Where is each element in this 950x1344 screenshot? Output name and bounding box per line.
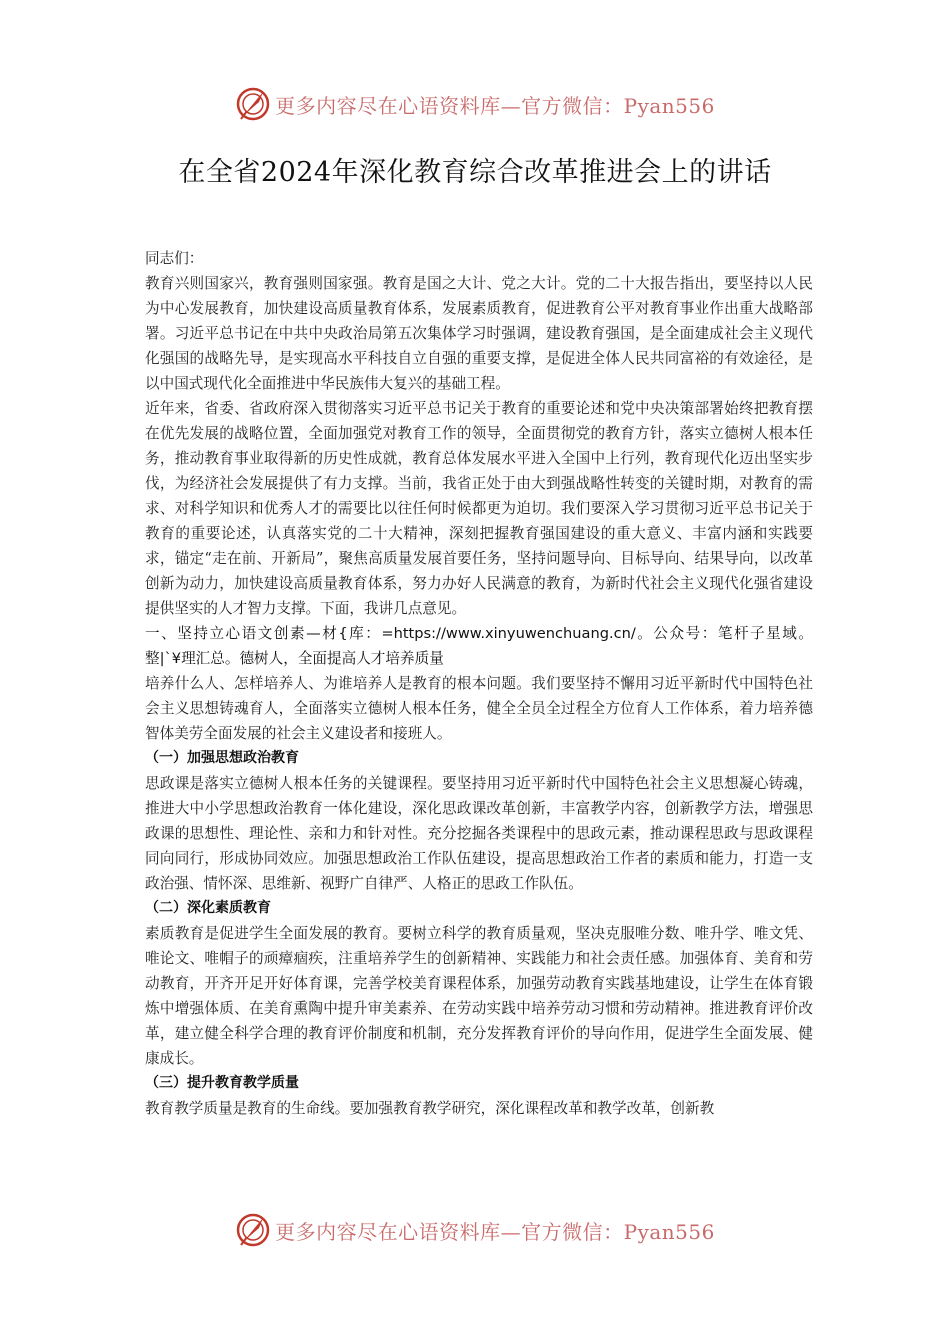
greeting: 同志们：	[145, 250, 204, 267]
banner-dash: —	[500, 1219, 522, 1244]
banner-content	[235, 1212, 715, 1248]
paragraph-6: 教育教学质量是教育的生命线。要加强教育教学研究，深化课程改革和教学改革，创新教	[145, 1100, 715, 1117]
subsection-heading-3: （三）提升教育教学质量	[145, 1075, 299, 1091]
banner-contact: 官方微信：Pyan556	[521, 1219, 715, 1244]
header-banner	[0, 82, 950, 126]
banner-dash: —	[500, 93, 522, 118]
subsection-heading-1: （一）加强思想政治教育	[145, 750, 299, 766]
paragraph-1: 教育兴则国家兴，教育强则国家强。教育是国之大计、党之大计。党的二十大报告指出，要坚持以人民为中心发展教育，加快建设高质量教育体系，发展素质教育，促进教育公平对教育事业作出重大战略部署。习近平总书记在中共中央政治局第五次集体学习时强调，建设教育强国，是全面建成社会主义现代化强国的战略先导，是实现高水平科技自立自强的重要支撑，是促进全体人民共同富裕的有效途径，是以中国式现代化全面推进中华民族伟大复兴的基础工程。	[145, 275, 813, 392]
paragraph-3: 培养什么人、怎样培养人、为谁培养人是教育的根本问题。我们要坚持不懈用习近平新时代中国特色社会主义思想铸魂育人，全面落实立德树人根本任务，健全全员全过程全方位育人工作体系，着力培养德智体美劳全面发展的社会主义建设者和接班人。	[145, 675, 813, 742]
banner-main-text: 更多内容尽在心语资料库	[275, 1219, 501, 1244]
banner-text	[275, 1216, 715, 1245]
footer-banner	[0, 1208, 950, 1252]
banner-contact: 官方微信：Pyan556	[521, 93, 715, 118]
paragraph-5: 素质教育是促进学生全面发展的教育。要树立科学的教育质量观，坚决克服唯分数、唯升学、唯文凭、唯论文、唯帽子的顽瘴痼疾，注重培养学生的创新精神、实践能力和社会责任感。加强体育、美育和劳动教育，开齐开足开好体育课，完善学校美育课程体系，加强劳动教育实践基地建设，让学生在体育锻炼中增强体质、在美育熏陶中提升审美素养、在劳动实践中培养劳动习惯和劳动精神。推进教育评价改革，建立健全科学合理的教育评价制度和机制，充分发挥教育评价的导向作用，促进学生全面发展、健康成长。	[145, 925, 813, 1067]
document-body	[145, 246, 813, 1121]
paragraph-2: 近年来，省委、省政府深入贯彻落实习近平总书记关于教育的重要论述和党中央决策部署始终把教育摆在优先发展的战略位置，全面加强党对教育工作的领导，全面贯彻党的教育方针，落实立德树人根本任务，推动教育事业取得新的历史性成就，教育总体发展水平进入全国中上行列，教育现代化迈出坚实步伐，为经济社会发展提供了有力支撑。当前，我省正处于由大到强战略性转变的关键时期，对教育的需求、对科学知识和优秀人才的需要比以往任何时候都更为迫切。我们要深入学习贯彻习近平总书记关于教育的重要论述，认真落实党的二十大精神，深刻把握教育强国建设的重大意义、丰富内涵和实践要求，锚定“走在前、开新局”，聚焦高质量发展首要任务，坚持问题导向、目标导向、结果导向，以改革创新为动力，加快建设高质量教育体系，努力办好人民满意的教育，为新时代社会主义现代化强省建设提供坚实的人才智力支撑。下面，我讲几点意见。	[145, 400, 813, 617]
quill-pen-circle-icon	[235, 86, 271, 122]
quill-pen-circle-icon	[235, 1212, 271, 1248]
banner-text	[275, 90, 715, 119]
paragraph-4: 思政课是落实立德树人根本任务的关键课程。要坚持用习近平新时代中国特色社会主义思想凝心铸魂，推进大中小学思想政治教育一体化建设，深化思政课改革创新，丰富教学内容，创新教学方法，增强思政课的思想性、理论性、亲和力和针对性。充分挖掘各类课程中的思政元素，推动课程思政与思政课程同向同行，形成协同效应。加强思想政治工作队伍建设，提高思想政治工作者的素质和能力，打造一支政治强、情怀深、思维新、视野广自律严、人格正的思政工作队伍。	[145, 775, 813, 892]
banner-content	[235, 86, 715, 122]
section-heading-1: 一、坚持立心语文创素—材{库：=https://www.xinyuwenchuang.cn/。公众号：笔杆子星域。整|`¥理汇总。德树人，全面提高人才培养质量	[145, 625, 813, 667]
subsection-heading-2: （二）深化素质教育	[145, 900, 271, 916]
page-title: 在全省2024年深化教育综合改革推进会上的讲话	[178, 157, 772, 188]
banner-main-text: 更多内容尽在心语资料库	[275, 93, 501, 118]
